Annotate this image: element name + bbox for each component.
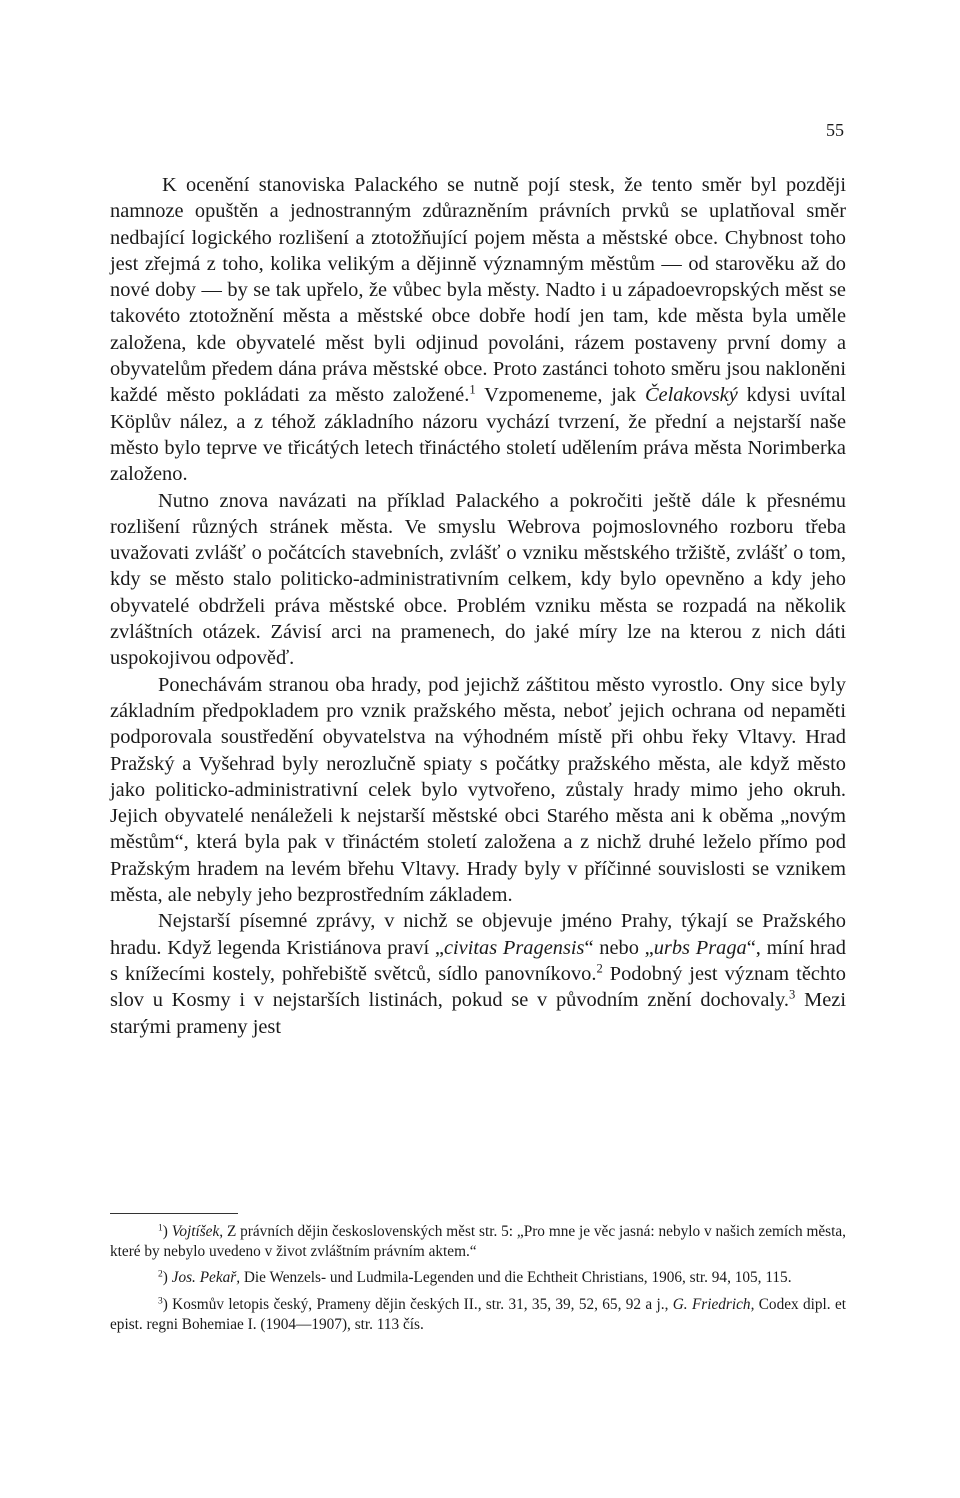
note-marker: 3: [158, 1295, 163, 1306]
note-marker: 2: [596, 961, 603, 976]
text-run: “, míní hrad s knížecími kostely, pohřebiště světců, sídlo panovníkovo.: [110, 936, 847, 985]
italic-text: Jos. Pekař,: [171, 1269, 241, 1287]
text-run: ) Kosmův letopis český, Prameny dějin českých II., str. 31, 35, 39, 52, 65, 92 a j.,: [162, 1295, 673, 1313]
page-number: 55: [826, 120, 844, 140]
text-run: Vzpomeneme, jak: [475, 384, 645, 407]
text-run: Podobný jest význam těchto slov u Kosmy i v nejstarších listinách, pokud se v původním znění dochovaly.: [110, 962, 846, 1012]
text-run: “ nebo „: [584, 936, 654, 959]
footnote-2: [110, 1268, 846, 1288]
paragraph-2: [110, 488, 846, 672]
text-run: Nutno znova navázati na příklad Palackého a pokročiti ještě dále k přesnému rozlišení různých stránek města. Ve smyslu Webrova pojmoslovného rozboru třeba uvažovati zvlášť o počátcích stavebních, zvlášť o vzniku městského tržiště, zvlášť o tom, kdy se město stalo politicko-administrativním celkem, kdy bylo opevněno a kdy jeho obyvatelé obdrželi práva městské obce. Problém vzniku města se rozpadá na několik zvláštních otázek. Závisí arci na pramenech, do jaké míry lze na kterou z nich dáti uspokojivou odpověď.: [110, 489, 846, 670]
paragraph-3: [110, 672, 846, 909]
text-run: Z právních dějin československých měst str. 5: „Pro mne je věc jasná: nebylo v našich zemích města, které by nebylo uvedeno v život zvláštním právním aktem.“: [110, 1223, 846, 1261]
note-marker: 3: [789, 987, 796, 1002]
text-run: Die Wenzels- und Ludmila-Legenden und die Echtheit Christians, 1906, str. 94, 105, 115.: [240, 1269, 792, 1287]
text-run: Codex dipl. et epist. regni Bohemiae I. (1904—1907), str. 113 čís.: [110, 1295, 846, 1333]
footnote-3: [110, 1295, 846, 1335]
footnote-1: [110, 1222, 846, 1262]
text-run: ): [162, 1269, 172, 1287]
body-text: [110, 172, 846, 1040]
italic-text: civitas Pragensis: [443, 936, 585, 959]
italic-text: Vojtíšek,: [171, 1223, 224, 1240]
footnote-divider: [110, 1213, 238, 1214]
text-run: Nejstarší písemné zprávy, v nichž se objevuje jméno Prahy, týkají se Pražského hradu. Když legenda Kristiánova praví „: [110, 910, 846, 959]
italic-text: urbs Praga: [653, 936, 747, 959]
paragraph-4: [110, 908, 846, 1039]
paragraph-1: [110, 172, 846, 488]
footnotes: [110, 1222, 846, 1341]
note-marker: 1: [158, 1223, 163, 1234]
text-run: ): [162, 1223, 172, 1240]
text-run: Ponechávám stranou oba hrady, pod jejichž záštitou město vyrostlo. Ony sice byly základním předpokladem pro vznik pražského města, neboť jejich ochrana od nepaměti podporovala soustředění obyvatelstva na výhodném místě při ohbu řeky Vltavy. Hrad Pražský a Vyšehrad byly nerozlučně spiaty s počátky pražského města, ale když město jako politicko-administrativní celek bylo vytvořeno, zůstaly hrady mimo jeho okruh. Jejich obyvatelé nenáleželi k nejstarší městské obci Starého města ani k oběma „novým městům“, která byla pak v třináctém století založena a z nichž druhé leželo přímo pod Pražským hradem na levém břehu Vltavy. Hrady byly v příčinné souvislosti se vznikem města, ale nebyly jeho bezprostředním základem.: [110, 673, 846, 907]
italic-text: Čelakovský: [644, 384, 738, 407]
text-run: K ocenění stanoviska Palackého se nutně pojí stesk, že tento směr byl později namnoze opuštěn a jednostranným zdůrazněním právních prvků se uplatňoval směr nedbající logického rozlišení a ztotožňující pojem města a městské obce. Chybnost toho jest zřejmá z toho, kolika velikým a dějinně významným městům — od starověku až do nové doby — by se tak upřelo, že vůbec byla městy. Nadto i u západoevropských měst se takovéto ztotožnění města a městské obce dobře hodí jen tam, kde města byla uměle založena, kde obyvatelé měst byli odjinud povoláni, rázem postaveny první domy a obyvatelům předem dána práva městské obce. Proto zastánci tohoto směru jsou nakloněni každé město pokládati za město založené.: [110, 174, 846, 407]
text-run: Mezi starými prameny jest: [110, 989, 846, 1038]
note-marker: 1: [469, 382, 476, 397]
italic-text: G. Friedrich,: [672, 1295, 755, 1313]
text-run: kdysi uvítal Köplův nález, a z téhož základního názoru vychází tvrzení, že přední a nejstarší naše město bylo teprve ve třicátých letech třináctého století udělením práva města Norimberka založeno.: [110, 384, 847, 486]
note-marker: 2: [158, 1269, 163, 1280]
